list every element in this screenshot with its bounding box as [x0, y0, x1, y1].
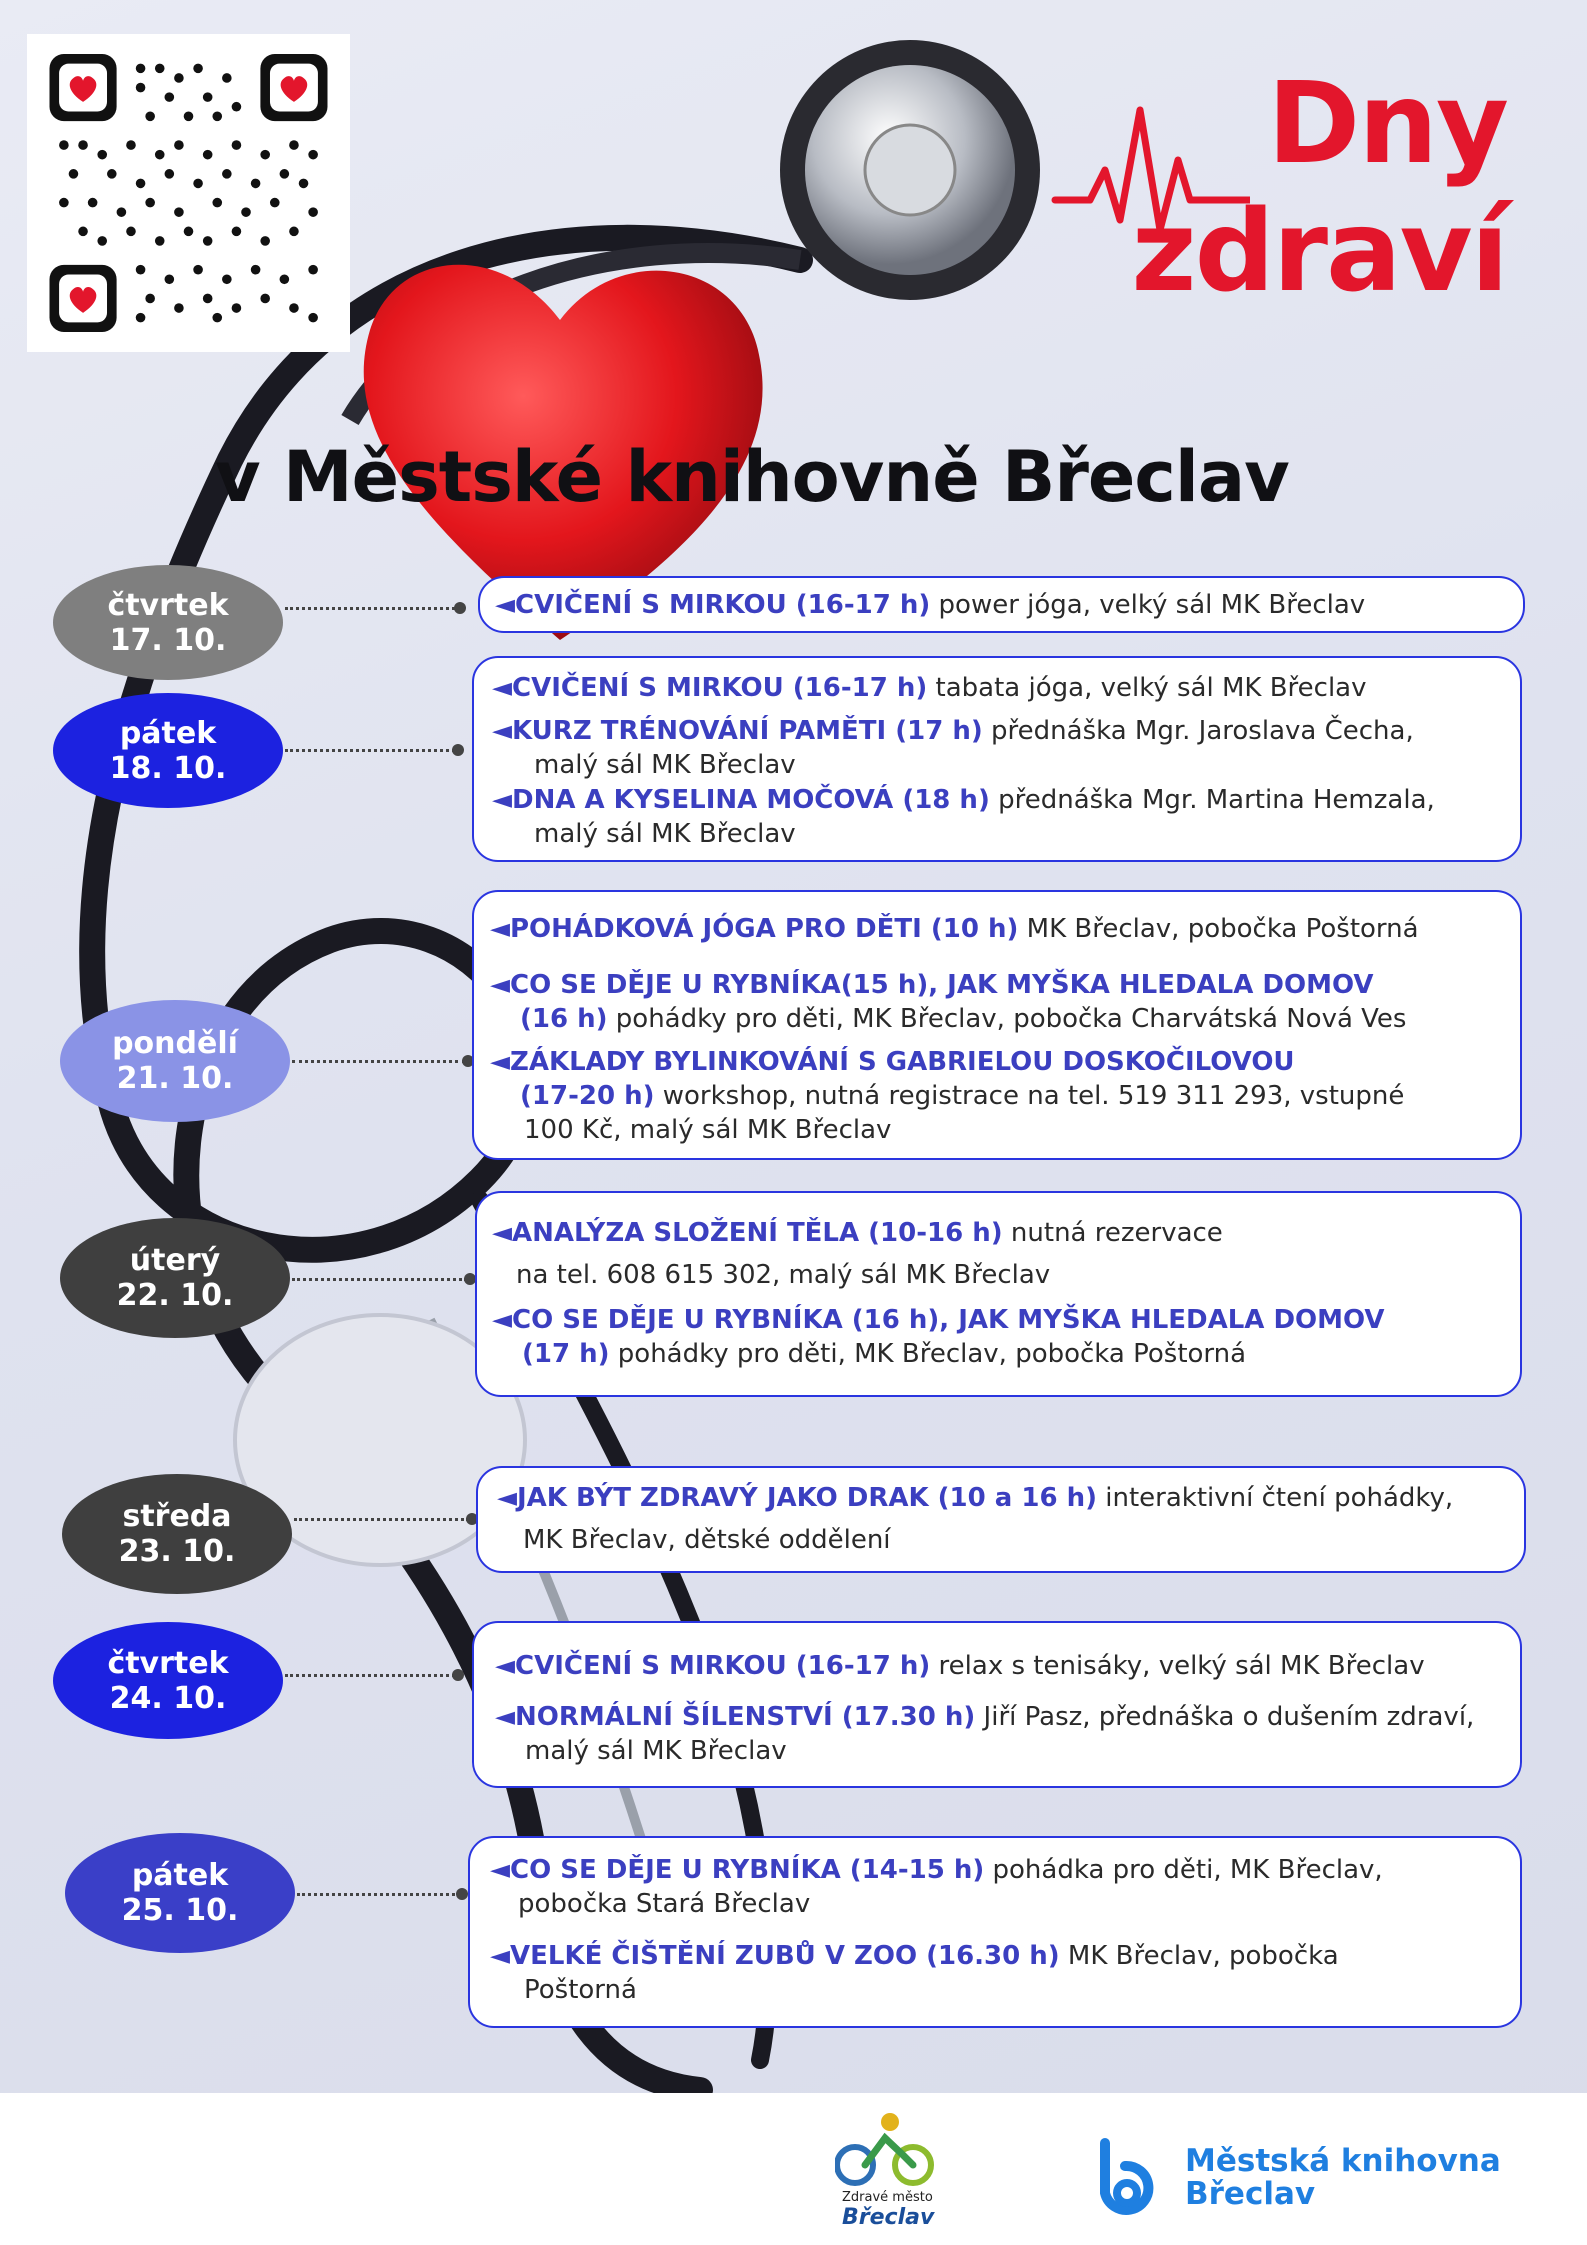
day-badge	[53, 565, 283, 680]
event-detail: workshop, nutná registrace na tel. 519 311 293, vstupné	[654, 1081, 1405, 1111]
event-item	[492, 671, 1367, 705]
event-detail: pohádka pro děti, MK Břeclav,	[984, 1855, 1383, 1885]
library-name-line-2: Břeclav	[1185, 2176, 1316, 2212]
day-date: 22. 10.	[116, 1278, 234, 1313]
connector-line	[285, 1674, 455, 1677]
event-detail: tabata jóga, velký sál MK Břeclav	[927, 673, 1367, 703]
event-item	[492, 714, 1414, 782]
event-detail: pohádky pro děti, MK Břeclav, pobočka Poštorná	[609, 1339, 1247, 1369]
event-detail: power jóga, velký sál MK Břeclav	[930, 590, 1366, 620]
day-date: 23. 10.	[118, 1534, 236, 1569]
library-logo-icon	[1085, 2138, 1165, 2218]
event-item	[492, 783, 1435, 851]
event-detail: MK Břeclav, pobočka	[1059, 1941, 1339, 1971]
day-date: 21. 10.	[116, 1061, 234, 1096]
page-title	[1131, 60, 1507, 316]
event-item	[492, 1216, 1223, 1300]
event-title: (17 h)	[522, 1339, 610, 1369]
event-item	[490, 1853, 1383, 1921]
qr-code[interactable]	[27, 34, 350, 352]
event-item	[492, 1303, 1385, 1371]
event-title: ◄NORMÁLNÍ ŠÍLENSTVÍ (17.30 h)	[495, 1702, 976, 1732]
connector-dot	[452, 744, 464, 756]
event-title: ◄CVIČENÍ S MIRKOU (16-17 h)	[495, 1651, 931, 1681]
event-item	[490, 1045, 1404, 1147]
event-item	[495, 1649, 1425, 1683]
day-name: středa	[122, 1499, 232, 1534]
event-item	[490, 968, 1406, 1036]
event-title: ◄CO SE DĚJE U RYBNÍKA(15 h), JAK MYŠKA HLEDALA DOMOV	[490, 970, 1374, 1000]
connector-line	[292, 1060, 465, 1063]
zdrave-mesto-city: Břeclav	[842, 2205, 935, 2230]
title-line-1: Dny	[1267, 59, 1507, 189]
day-name: pátek	[131, 1858, 229, 1893]
day-badge	[60, 1000, 290, 1122]
event-detail: pohádky pro děti, MK Břeclav, pobočka Charvátská Nová Ves	[607, 1004, 1407, 1034]
event-item	[495, 1700, 1474, 1768]
day-name: úterý	[129, 1243, 221, 1278]
page-subtitle: v Městské knihovně Břeclav	[215, 436, 1289, 518]
connector-dot	[454, 602, 466, 614]
event-title: ◄VELKÉ ČIŠTĚNÍ ZUBŮ V ZOO (16.30 h)	[490, 1941, 1060, 1971]
event-title: ◄ANALÝZA SLOŽENÍ TĚLA (10-16 h)	[492, 1218, 1003, 1248]
event-item	[495, 588, 1365, 622]
library-name	[1185, 2145, 1501, 2211]
event-detail: relax s tenisáky, velký sál MK Břeclav	[930, 1651, 1425, 1681]
event-item	[497, 1481, 1453, 1565]
event-detail: malý sál MK Břeclav	[534, 819, 796, 849]
connector-line	[294, 1518, 469, 1521]
day-badge	[53, 1622, 283, 1739]
day-date: 24. 10.	[109, 1680, 227, 1716]
event-detail: MK Břeclav, dětské oddělení	[523, 1525, 891, 1555]
event-title: ◄ZÁKLADY BYLINKOVÁNÍ S GABRIELOU DOSKOČILOVOU	[490, 1047, 1295, 1077]
event-detail: 100 Kč, malý sál MK Břeclav	[524, 1115, 892, 1145]
event-detail: malý sál MK Břeclav	[534, 750, 796, 780]
connector-dot	[456, 1888, 468, 1900]
day-date: 25. 10.	[121, 1893, 239, 1928]
event-title: ◄JAK BÝT ZDRAVÝ JAKO DRAK (10 a 16 h)	[497, 1483, 1098, 1513]
day-name: pondělí	[112, 1026, 238, 1061]
connector-line	[285, 607, 460, 610]
event-detail: přednáška Mgr. Martina Hemzala,	[989, 785, 1435, 815]
qr-code-icon	[47, 54, 330, 332]
event-detail: nutná rezervace	[1002, 1218, 1223, 1248]
event-detail: pobočka Stará Břeclav	[518, 1889, 811, 1919]
zdrave-mesto-label: Zdravé město	[842, 2190, 933, 2205]
event-detail: interaktivní čtení pohádky,	[1097, 1483, 1454, 1513]
event-item	[490, 1939, 1339, 2007]
event-title: (16 h)	[520, 1004, 608, 1034]
event-title: ◄CO SE DĚJE U RYBNÍKA (16 h), JAK MYŠKA HLEDALA DOMOV	[492, 1305, 1385, 1335]
title-line-2: zdraví	[1131, 187, 1507, 317]
event-detail: na tel. 608 615 302, malý sál MK Břeclav	[516, 1260, 1051, 1290]
event-detail: Jiří Pasz, přednáška o dušením zdraví,	[975, 1702, 1475, 1732]
event-detail: Poštorná	[524, 1975, 637, 2005]
event-title: ◄CVIČENÍ S MIRKOU (16-17 h)	[495, 590, 931, 620]
connector-line	[292, 1278, 467, 1281]
day-badge	[60, 1218, 290, 1338]
day-badge	[62, 1474, 292, 1594]
day-name: pátek	[119, 715, 217, 751]
event-title: ◄CO SE DĚJE U RYBNÍKA (14-15 h)	[490, 1855, 985, 1885]
day-date: 18. 10.	[109, 750, 227, 786]
zdrave-mesto-logo-icon	[835, 2110, 935, 2190]
event-title: ◄POHÁDKOVÁ JÓGA PRO DĚTI (10 h)	[490, 914, 1019, 944]
day-name: čtvrtek	[107, 1645, 229, 1681]
library-name-line-1: Městská knihovna	[1185, 2143, 1501, 2179]
event-title: ◄DNA A KYSELINA MOČOVÁ (18 h)	[492, 785, 990, 815]
event-item	[490, 912, 1419, 946]
connector-dot	[452, 1669, 464, 1681]
day-name: čtvrtek	[107, 587, 229, 623]
connector-line	[297, 1893, 460, 1896]
connector-line	[285, 749, 455, 752]
event-title: ◄CVIČENÍ S MIRKOU (16-17 h)	[492, 673, 928, 703]
event-title: (17-20 h)	[520, 1081, 655, 1111]
event-detail: malý sál MK Břeclav	[525, 1736, 787, 1766]
event-detail: MK Břeclav, pobočka Poštorná	[1018, 914, 1419, 944]
day-badge	[53, 693, 283, 808]
day-date: 17. 10.	[109, 622, 227, 658]
event-detail: přednáška Mgr. Jaroslava Čecha,	[982, 716, 1414, 746]
event-title: ◄KURZ TRÉNOVÁNÍ PAMĚTI (17 h)	[492, 716, 983, 746]
day-badge	[65, 1833, 295, 1953]
